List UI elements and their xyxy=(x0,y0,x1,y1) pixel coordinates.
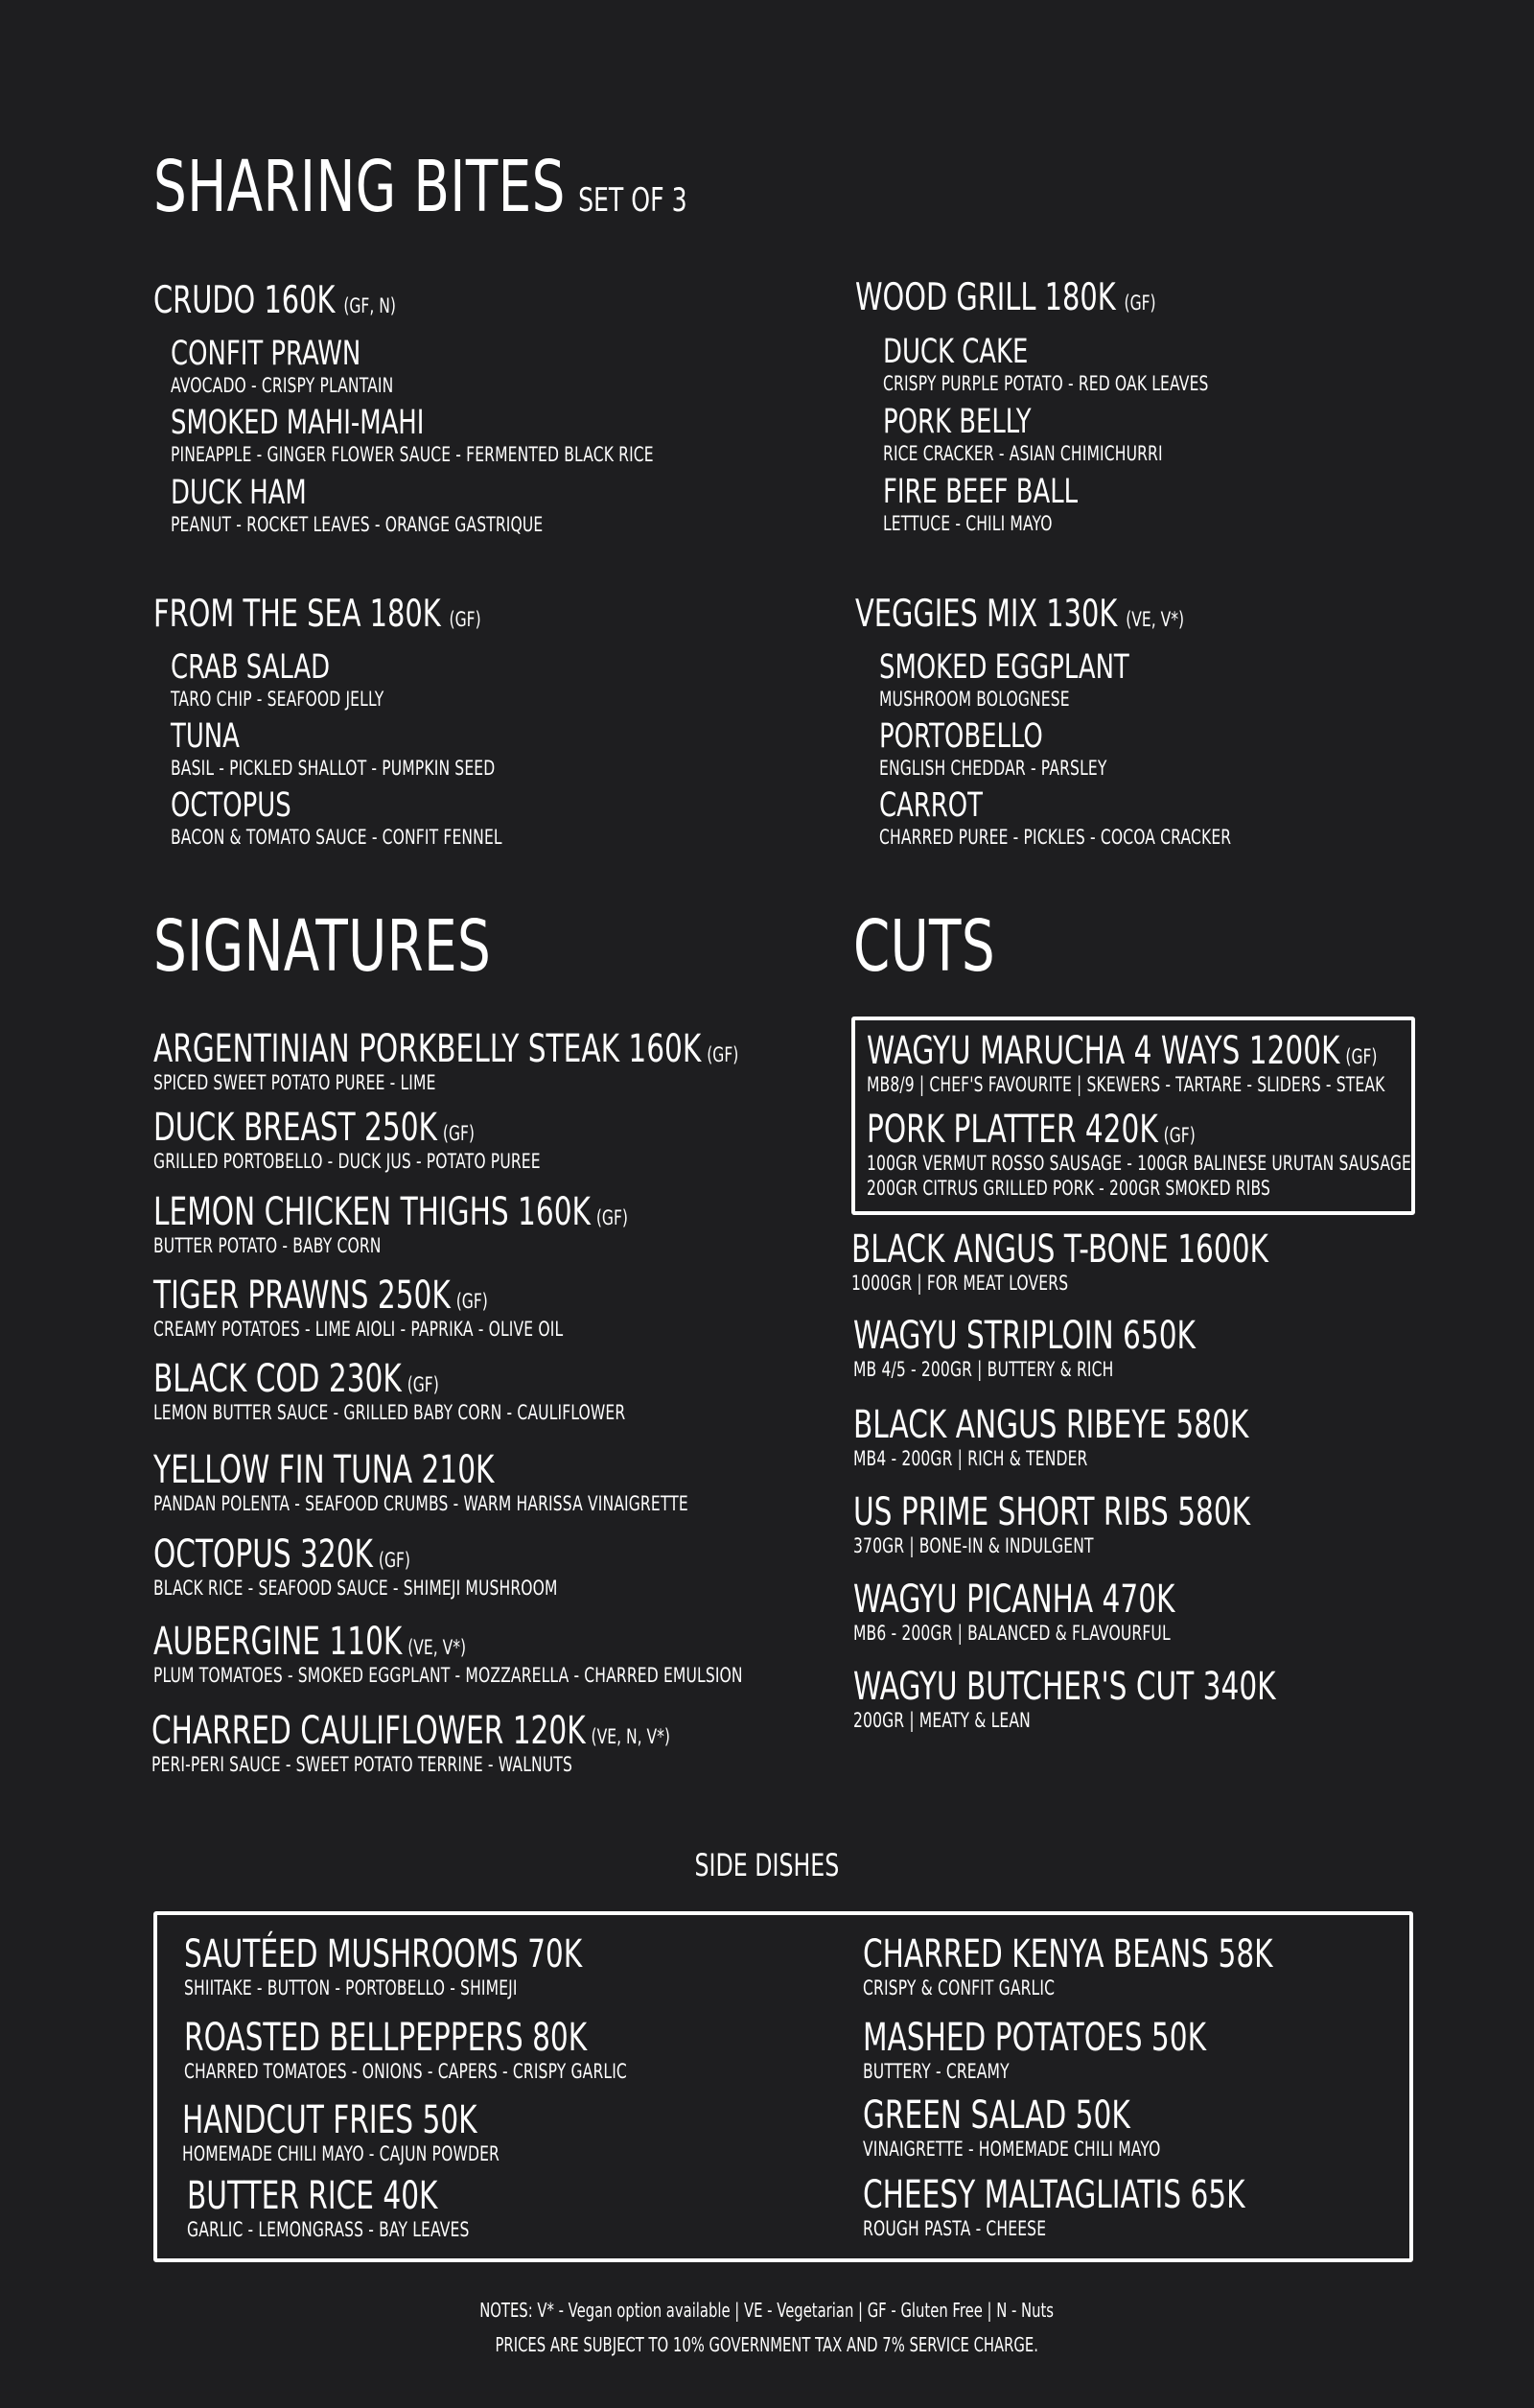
list-item xyxy=(853,1578,1288,1646)
group-title: VEGGIES MIX 130K xyxy=(855,593,1118,636)
dish-name: SAUTÉED MUSHROOMS 70K xyxy=(184,1932,583,1976)
list-item xyxy=(879,787,1355,850)
list-item xyxy=(171,475,674,537)
group-tag: (GF) xyxy=(1124,292,1156,315)
list-item xyxy=(182,2099,611,2166)
list-item xyxy=(184,2017,782,2084)
tax-notice: PRICES ARE SUBJECT TO 10% GOVERNMENT TAX AND 7% SERVICE CHARGE. xyxy=(495,2333,1039,2356)
list-item xyxy=(171,405,824,467)
list-item xyxy=(883,404,1261,466)
dish-name: DUCK HAM xyxy=(171,474,307,512)
notes-line-1 xyxy=(0,2299,1534,2322)
dish-name: WAGYU MARUCHA 4 WAYS 1200K xyxy=(867,1029,1340,1073)
dish-name: GREEN SALAD 50K xyxy=(863,2093,1130,2138)
list-item xyxy=(853,1666,1424,1733)
signatures-header xyxy=(153,905,610,988)
list-item xyxy=(151,1710,852,1777)
list-item xyxy=(853,1404,1387,1471)
sharing-bites-subtitle: SET OF 3 xyxy=(578,181,687,220)
dish-tag: (GF) xyxy=(407,1373,439,1396)
dish-tag: (VE, N, V*) xyxy=(591,1725,670,1748)
list-item xyxy=(883,474,1146,536)
group-from-the-sea xyxy=(153,595,596,636)
dish-desc: 1000GR | FOR MEAT LOVERS xyxy=(851,1272,1069,1295)
dish-desc: BUTTERY - CREAMY xyxy=(863,2060,1010,2083)
notes-text: NOTES: V* - Vegan option available | VE - Vegetarian | GF - Gluten Free | N - Nuts xyxy=(479,2299,1055,2322)
dish-desc: CRISPY & CONFIT GARLIC xyxy=(863,1976,1056,1999)
dish-name: ARGENTINIAN PORKBELLY STEAK 160K xyxy=(153,1027,702,1071)
dish-desc: PLUM TOMATOES - SMOKED EGGPLANT - MOZZARELLA - CHARRED EMULSION xyxy=(153,1664,743,1687)
dish-tag: (GF) xyxy=(1345,1045,1378,1068)
dish-desc: BACON & TOMATO SAUCE - CONFIT FENNEL xyxy=(171,825,502,849)
dish-desc: MB6 - 200GR | BALANCED & FLAVOURFUL xyxy=(853,1622,1171,1645)
list-item xyxy=(867,1030,1534,1097)
list-item xyxy=(863,2174,1380,2241)
list-item xyxy=(153,1191,795,1258)
dish-name: TIGER PRAWNS 250K xyxy=(153,1274,451,1318)
dish-name: SMOKED MAHI-MAHI xyxy=(171,404,425,442)
list-item xyxy=(863,2017,1327,2084)
dish-desc: LEMON BUTTER SAUCE - GRILLED BABY CORN - CAULIFLOWER xyxy=(153,1401,626,1424)
group-tag: (VE, V*) xyxy=(1126,608,1185,631)
dish-desc-2: 200GR CITRUS GRILLED PORK - 200GR SMOKED RIBS xyxy=(867,1177,1271,1201)
list-item xyxy=(879,649,1217,712)
list-item xyxy=(171,787,618,850)
dish-desc: ROUGH PASTA - CHEESE xyxy=(863,2217,1047,2240)
dish-desc: CHARRED TOMATOES - ONIONS - CAPERS - CRISPY GARLIC xyxy=(184,2060,627,2083)
dish-name: WAGYU STRIPLOIN 650K xyxy=(853,1314,1196,1358)
dish-tag: (GF) xyxy=(378,1549,411,1572)
dish-name: LEMON CHICKEN THIGHS 160K xyxy=(153,1190,591,1234)
dish-desc: BUTTER POTATO - BABY CORN xyxy=(153,1234,382,1257)
list-item xyxy=(853,1491,1390,1558)
list-item xyxy=(879,718,1187,781)
dish-name: BLACK COD 230K xyxy=(153,1357,402,1401)
dish-name: AUBERGINE 110K xyxy=(153,1620,403,1664)
dish-name: MASHED POTATOES 50K xyxy=(863,2016,1206,2060)
list-item xyxy=(153,1274,707,1342)
dish-desc: MUSHROOM BOLOGNESE xyxy=(879,687,1070,711)
group-wood-grill xyxy=(855,278,1262,319)
dish-tag: (GF) xyxy=(455,1290,488,1313)
cuts-header xyxy=(853,905,1045,988)
dish-name: CHARRED CAULIFLOWER 120K xyxy=(151,1709,586,1753)
dish-desc: 200GR | MEATY & LEAN xyxy=(853,1709,1031,1732)
dish-tag: (VE, V*) xyxy=(407,1636,467,1659)
dish-desc: 370GR | BONE-IN & INDULGENT xyxy=(853,1534,1094,1557)
dish-desc: HOMEMADE CHILI MAYO - CAJUN POWDER xyxy=(182,2142,500,2165)
dish-desc: GARLIC - LEMONGRASS - BAY LEAVES xyxy=(187,2218,470,2241)
group-tag: (GF, N) xyxy=(343,294,396,317)
dish-desc: CHARRED PUREE - PICKLES - COCOA CRACKER xyxy=(879,825,1232,849)
list-item xyxy=(171,649,458,712)
side-dishes-header xyxy=(0,1847,1534,1883)
dish-name: PORK PLATTER 420K xyxy=(867,1108,1158,1152)
list-item xyxy=(187,2175,569,2242)
dish-name: YELLOW FIN TUNA 210K xyxy=(153,1448,495,1492)
list-item xyxy=(153,1449,876,1516)
dish-name: CONFIT PRAWN xyxy=(171,335,361,373)
dish-name: OCTOPUS 320K xyxy=(153,1532,373,1577)
dish-desc: MB4 - 200GR | RICH & TENDER xyxy=(853,1447,1088,1470)
dish-name: BLACK ANGUS RIBEYE 580K xyxy=(853,1403,1249,1447)
dish-name: PORTOBELLO xyxy=(879,717,1043,756)
dish-desc: PERI-PERI SAUCE - SWEET POTATO TERRINE - WALNUTS xyxy=(151,1753,572,1776)
group-crudo xyxy=(153,281,481,322)
notes-line-2 xyxy=(0,2333,1534,2356)
dish-tag: (GF) xyxy=(707,1043,739,1066)
dish-desc: ENGLISH CHEDDAR - PARSLEY xyxy=(879,756,1107,780)
group-title: CRUDO 160K xyxy=(153,279,336,322)
dish-desc: AVOCADO - CRISPY PLANTAIN xyxy=(171,373,394,397)
dish-desc: PINEAPPLE - GINGER FLOWER SAUCE - FERMENTED BLACK RICE xyxy=(171,442,654,466)
dish-desc: PEANUT - ROCKET LEAVES - ORANGE GASTRIQUE xyxy=(171,512,544,536)
dish-name: FIRE BEEF BALL xyxy=(883,473,1079,511)
list-item xyxy=(851,1228,1415,1296)
list-item xyxy=(153,1358,791,1425)
dish-name: CARROT xyxy=(879,786,984,825)
side-dishes-title: SIDE DISHES xyxy=(694,1847,840,1883)
list-item xyxy=(883,334,1323,396)
signatures-title: SIGNATURES xyxy=(153,905,492,988)
dish-desc: MB 4/5 - 200GR | BUTTERY & RICH xyxy=(853,1358,1114,1381)
dish-name: TUNA xyxy=(171,717,240,756)
dish-name: ROASTED BELLPEPPERS 80K xyxy=(184,2016,588,2060)
dish-desc: TARO CHIP - SEAFOOD JELLY xyxy=(171,687,384,711)
list-item xyxy=(171,336,472,398)
dish-desc: 100GR VERMUT ROSSO SAUSAGE - 100GR BALINESE URUTAN SAUSAGE xyxy=(867,1152,1412,1175)
dish-name: SMOKED EGGPLANT xyxy=(879,648,1129,687)
list-item xyxy=(184,1933,722,2000)
list-item xyxy=(153,1107,677,1174)
list-item xyxy=(153,1028,944,1095)
dish-desc: CREAMY POTATOES - LIME AIOLI - PAPRIKA - OLIVE OIL xyxy=(153,1318,564,1341)
dish-desc: RICE CRACKER - ASIAN CHIMICHURRI xyxy=(883,441,1163,465)
list-item xyxy=(867,1109,1534,1201)
dish-name: WAGYU PICANHA 470K xyxy=(853,1578,1175,1622)
sharing-bites-title: SHARING BITES xyxy=(153,146,566,228)
dish-name: BLACK ANGUS T-BONE 1600K xyxy=(851,1227,1268,1272)
dish-tag: (GF) xyxy=(595,1206,628,1229)
dish-desc: MB8/9 | CHEF'S FAVOURITE | SKEWERS - TARTARE - SLIDERS - STEAK xyxy=(867,1073,1385,1096)
dish-desc: BASIL - PICKLED SHALLOT - PUMPKIN SEED xyxy=(171,756,496,780)
group-tag: (GF) xyxy=(449,608,481,631)
dish-name: HANDCUT FRIES 50K xyxy=(182,2098,477,2142)
group-title: WOOD GRILL 180K xyxy=(855,276,1116,319)
dish-desc: LETTUCE - CHILI MAYO xyxy=(883,511,1053,535)
dish-tag: (GF) xyxy=(1163,1124,1196,1147)
dish-name: CHEESY MALTAGLIATIS 65K xyxy=(863,2173,1245,2217)
sharing-bites-header xyxy=(153,146,874,228)
dish-name: US PRIME SHORT RIBS 580K xyxy=(853,1490,1251,1534)
list-item xyxy=(863,2094,1266,2162)
dish-desc: CRISPY PURPLE POTATO - RED OAK LEAVES xyxy=(883,371,1209,395)
dish-desc: SHIITAKE - BUTTON - PORTOBELLO - SHIMEJI xyxy=(184,1976,518,1999)
list-item xyxy=(153,1533,700,1601)
dish-name: DUCK BREAST 250K xyxy=(153,1106,437,1150)
list-item xyxy=(853,1315,1315,1382)
dish-tag: (GF) xyxy=(442,1122,476,1145)
list-item xyxy=(863,1933,1417,2000)
dish-name: OCTOPUS xyxy=(171,786,291,825)
dish-desc: GRILLED PORTOBELLO - DUCK JUS - POTATO PUREE xyxy=(153,1150,541,1173)
dish-desc: VINAIGRETTE - HOMEMADE CHILI MAYO xyxy=(863,2138,1161,2161)
list-item xyxy=(153,1621,950,1688)
dish-desc: PANDAN POLENTA - SEAFOOD CRUMBS - WARM HARISSA VINAIGRETTE xyxy=(153,1492,688,1515)
dish-desc: SPICED SWEET POTATO PUREE - LIME xyxy=(153,1071,436,1094)
cuts-title: CUTS xyxy=(853,905,996,988)
dish-name: CHARRED KENYA BEANS 58K xyxy=(863,1932,1273,1976)
dish-name: CRAB SALAD xyxy=(171,648,331,687)
dish-name: DUCK CAKE xyxy=(883,333,1029,371)
dish-name: BUTTER RICE 40K xyxy=(187,2174,438,2218)
group-veggies-mix xyxy=(855,595,1300,636)
group-title: FROM THE SEA 180K xyxy=(153,593,441,636)
dish-desc: BLACK RICE - SEAFOOD SAUCE - SHIMEJI MUSHROOM xyxy=(153,1577,558,1600)
dish-name: PORK BELLY xyxy=(883,403,1032,441)
dish-name: WAGYU BUTCHER'S CUT 340K xyxy=(853,1665,1276,1709)
list-item xyxy=(171,718,609,781)
